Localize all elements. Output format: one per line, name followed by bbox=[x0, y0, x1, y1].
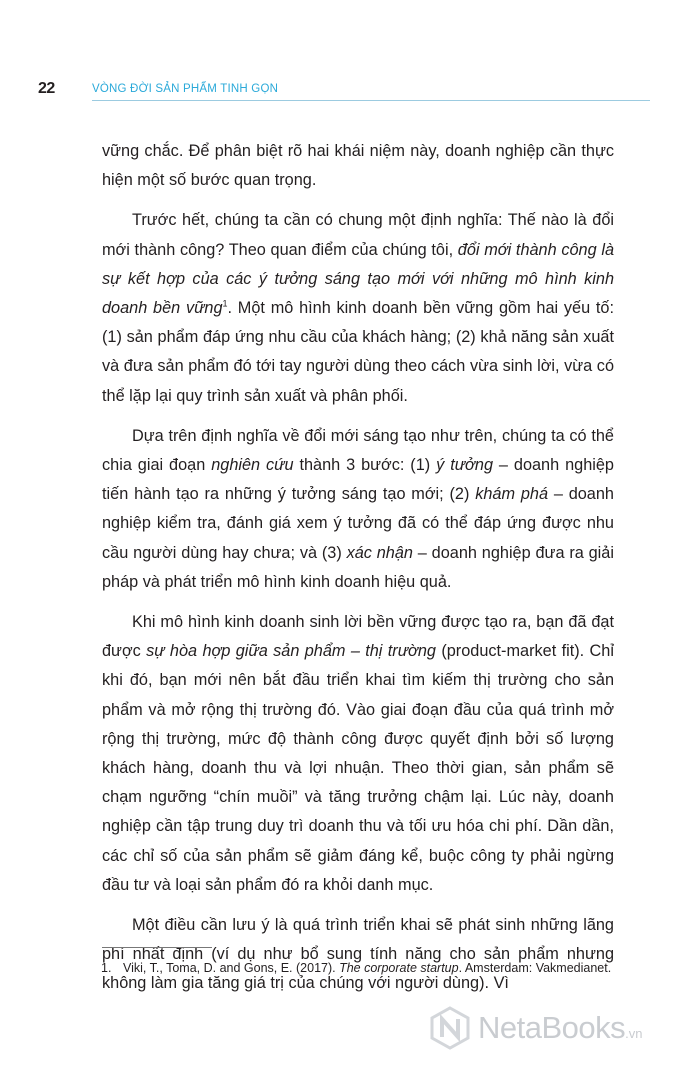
paragraph-2-text-b: . Một mô hình kinh doanh bền vững gồm hai yếu tố: (1) sản phẩm đáp ứng nhu cầu của khách hàng; (2) khả năng sản xuất và đưa sản phẩm đó tới tay người dùng theo cách vừa sinh lời, vừa có thể lặp lại quy trình sản xuất và phân phối. bbox=[102, 299, 614, 405]
paragraph-3-text-c: – doanh nghiệp tiến hành tạo ra những ý tưởng sáng tạo mới; (2) bbox=[102, 456, 614, 504]
paragraph-4-text-a: Khi mô hình kinh doanh sinh lời bền vững được tạo ra, bạn đã đạt được bbox=[102, 613, 614, 661]
footnote-book-title: The corporate startup bbox=[339, 961, 459, 975]
footnote bbox=[101, 960, 621, 976]
footnote-divider bbox=[102, 947, 212, 948]
paragraph-3-emphasis-d: xác nhận bbox=[346, 543, 413, 562]
paragraph-3-emphasis-a: nghiên cứu bbox=[211, 456, 294, 475]
watermark bbox=[428, 1006, 698, 1052]
paragraph-3-emphasis-b: ý tưởng bbox=[436, 456, 493, 475]
footnote-text-a: Viki, T., Toma, D. and Gons, E. (2017). bbox=[123, 961, 340, 975]
paragraph-2-emphasis: đổi mới thành công là sự kết hợp của các ý tưởng sáng tạo mới với những mô hình kinh doanh bền vững bbox=[102, 240, 615, 318]
paragraph-3-text-b: thành 3 bước: (1) bbox=[293, 456, 437, 475]
page-number: 22 bbox=[38, 80, 55, 97]
paragraph-3 bbox=[102, 422, 614, 597]
paragraph-4 bbox=[102, 608, 614, 900]
body-text bbox=[102, 137, 614, 999]
paragraph-1-text: vững chắc. Để phân biệt rõ hai khái niệm này, doanh nghiệp cần thực hiện một số bước quan trọng. bbox=[102, 142, 614, 190]
header-divider bbox=[92, 100, 650, 101]
paragraph-3-emphasis-c: khám phá bbox=[475, 485, 549, 504]
paragraph-4-emphasis: sự hòa hợp giữa sản phẩm – thị trường bbox=[146, 642, 436, 661]
paragraph-4-text-b: (product-market fit). Chỉ khi đó, bạn mới nên bắt đầu triển khai tìm kiếm thị trường cho sản phẩm và mở rộng thị trường đó. Vào giai đoạn đầu của quá trình mở rộng thị trường, mức độ thành công được quyết định bởi số lượng khách hàng, doanh thu và lợi nhuận. Theo thời gian, sản phẩm sẽ chạm ngưỡng “chín muồi” và tăng trưởng chậm lại. Lúc này, doanh nghiệp cần tập trung duy trì doanh thu và tối ưu hóa chi phí. Dần dần, các chỉ số của sản phẩm sẽ giảm đáng kể, buộc công ty phải ngừng đầu tư và loại sản phẩm đó ra khỏi danh mục. bbox=[102, 642, 614, 894]
paragraph-3-text-d: – doanh nghiệp kiểm tra, đánh giá xem ý tưởng đã có thể đáp ứng được nhu cầu người dùng hay chưa; và (3) bbox=[102, 485, 614, 562]
paragraph-2-text-a: Trước hết, chúng ta cần có chung một định nghĩa: Thế nào là đổi mới thành công? Theo quan điểm của chúng tôi, bbox=[102, 211, 614, 259]
paragraph-5 bbox=[102, 911, 614, 999]
paragraph-5-text: Một điều cần lưu ý là quá trình triển khai sẽ phát sinh những lãng phí nhất định (ví dụ như bổ sung tính năng cho sản phẩm nhưng không làm gia tăng giá trị của chúng với người dùng). Vì bbox=[102, 916, 614, 993]
paragraph-2 bbox=[102, 206, 614, 410]
paragraph-3-text-e: – doanh nghiệp đưa ra giải pháp và phát triển mô hình kinh doanh hiệu quả. bbox=[102, 543, 614, 591]
watermark-brand: NetaBooks bbox=[478, 1010, 626, 1045]
watermark-text bbox=[478, 1010, 642, 1046]
watermark-domain-suffix: .vn bbox=[625, 1026, 643, 1041]
page-header bbox=[38, 80, 613, 102]
paragraph-3-text-a: Dựa trên định nghĩa về đổi mới sáng tạo như trên, chúng ta có thể chia giai đoạn bbox=[102, 426, 614, 475]
running-title: VÒNG ĐỜI SẢN PHẨM TINH GỌN bbox=[92, 83, 279, 95]
paragraph-1 bbox=[102, 137, 614, 195]
netabooks-n-logo-icon bbox=[428, 1006, 472, 1050]
footnote-number: 1. bbox=[101, 961, 112, 975]
footnote-reference[interactable]: 1 bbox=[222, 298, 228, 309]
footnote-text-b: . Amsterdam: Vakmedianet. bbox=[458, 961, 612, 975]
